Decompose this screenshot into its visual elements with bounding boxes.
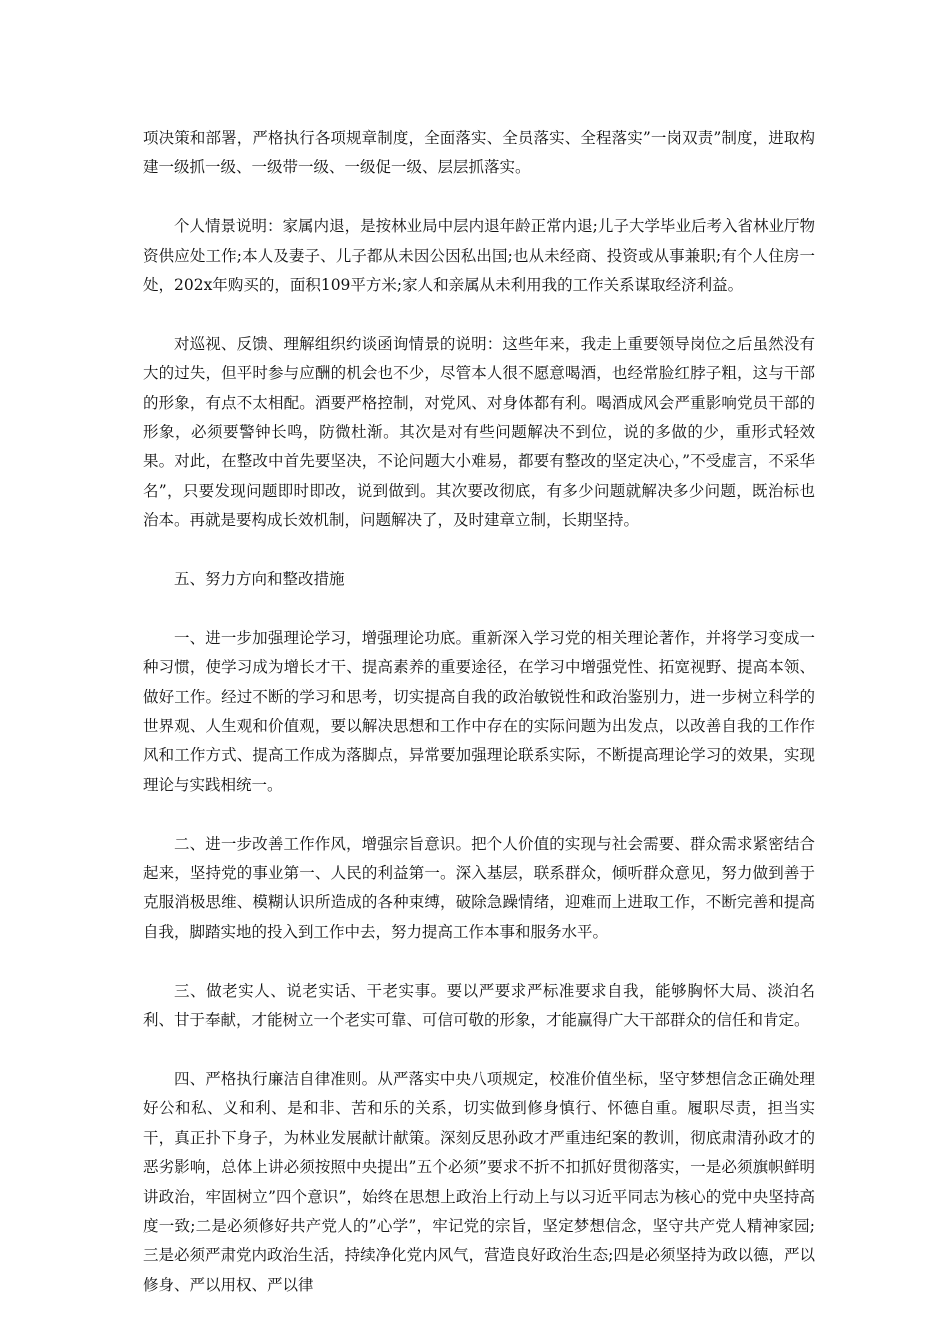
document-body xyxy=(143,124,815,1330)
paragraph-measure-3: 三、做老实人、说老实话、干老实事。要以严要求严标准要求自我，能够胸怀大局、淡泊名利、甘于奉献，才能树立一个老实可靠、可信可敬的形象，才能赢得广大干部群众的信任和肯定。 xyxy=(143,981,815,1030)
paragraph-personal-situation: 个人情景说明：家属内退，是按林业局中层内退年龄正常内退;儿子大学毕业后考入省林业厅物资供应处工作;本人及妻子、儿子都从未因公因私出国;也从未经商、投资或从事兼职;有个人住房一处，202x年购买的，面积109平方米;家人和亲属从未利用我的工作关系谋取经济利益。 xyxy=(143,217,815,295)
paragraph-measure-1: 一、进一步加强理论学习，增强理论功底。重新深入学习党的相关理论著作，并将学习变成一种习惯，使学习成为增长才干、提高素养的重要途径，在学习中增强党性、拓宽视野、提高本领、做好工作。经过不断的学习和思考，切实提高自我的政治敏锐性和政治鉴别力，进一步树立科学的世界观、人生观和价值观，要以解决思想和工作中存在的实际问题为出发点，以改善自我的工作作风和工作方式、提高工作成为落脚点，异常要加强理论联系实际，不断提高理论学习的效果，实现理论与实践相统一。 xyxy=(143,628,815,794)
paragraph-measure-4: 四、严格执行廉洁自律准则。从严落实中央八项规定，校准价值坐标，坚守梦想信念正确处理好公和私、义和利、是和非、苦和乐的关系，切实做到修身慎行、怀德自重。履职尽责，担当实干，真正扑下身子，为林业发展献计献策。深刻反思孙政才严重违纪案的教训，彻底肃清孙政才的恶劣影响，总体上讲必须按照中央提出”五个必须”要求不折不扣抓好贯彻落实，一是必须旗帜鲜明讲政治，牢固树立”四个意识”，始终在思想上政治上行动上与以习近平同志为核心的党中央坚持高度一致;二是必须修好共产党人的”心学”，牢记党的宗旨，坚定梦想信念，坚守共产党人精神家园;三是必须严肃党内政治生活，持续净化党内风气，营造良好政治生态;四是必须坚持为政以德，严以修身、严以用权、严以律 xyxy=(143,1069,815,1294)
paragraph-inspection-feedback: 对巡视、反馈、理解组织约谈函询情景的说明：这些年来，我走上重要领导岗位之后虽然没有大的过失，但平时参与应酬的机会也不少，尽管本人很不愿意喝酒，也经常脸红脖子粗，这与干部的形象，有点不太相配。酒要严格控制，对党风、对身体都有利。喝酒成风会严重影响党员干部的形象，必须要警钟长鸣，防微杜渐。其次是对有些问题解决不到位，说的多做的少，重形式轻效果。对此，在整改中首先要坚决，不论问题大小难易，都要有整改的坚定决心，”不受虚言，不采华名”，只要发现问题即时即改，说到做到。其次要改彻底，有多少问题就解决多少问题，既治标也治本。再就是要构成长效机制，问题解决了，及时建章立制，长期坚持。 xyxy=(143,334,815,530)
paragraph-continued: 项决策和部署，严格执行各项规章制度，全面落实、全员落实、全程落实”一岗双责”制度，进取构建一级抓一级、一级带一级、一级促一级、层层抓落实。 xyxy=(143,129,815,177)
section-heading: 五、努力方向和整改措施 xyxy=(174,570,345,589)
paragraph-measure-2: 二、进一步改善工作作风，增强宗旨意识。把个人价值的实现与社会需要、群众需求紧密结合起来，坚持党的事业第一、人民的利益第一。深入基层，联系群众，倾听群众意见，努力做到善于克服消极思维、模糊认识所造成的各种束缚，破除急躁情绪，迎难而上进取工作，不断完善和提高自我，脚踏实地的投入到工作中去，努力提高工作本事和服务水平。 xyxy=(143,834,815,941)
